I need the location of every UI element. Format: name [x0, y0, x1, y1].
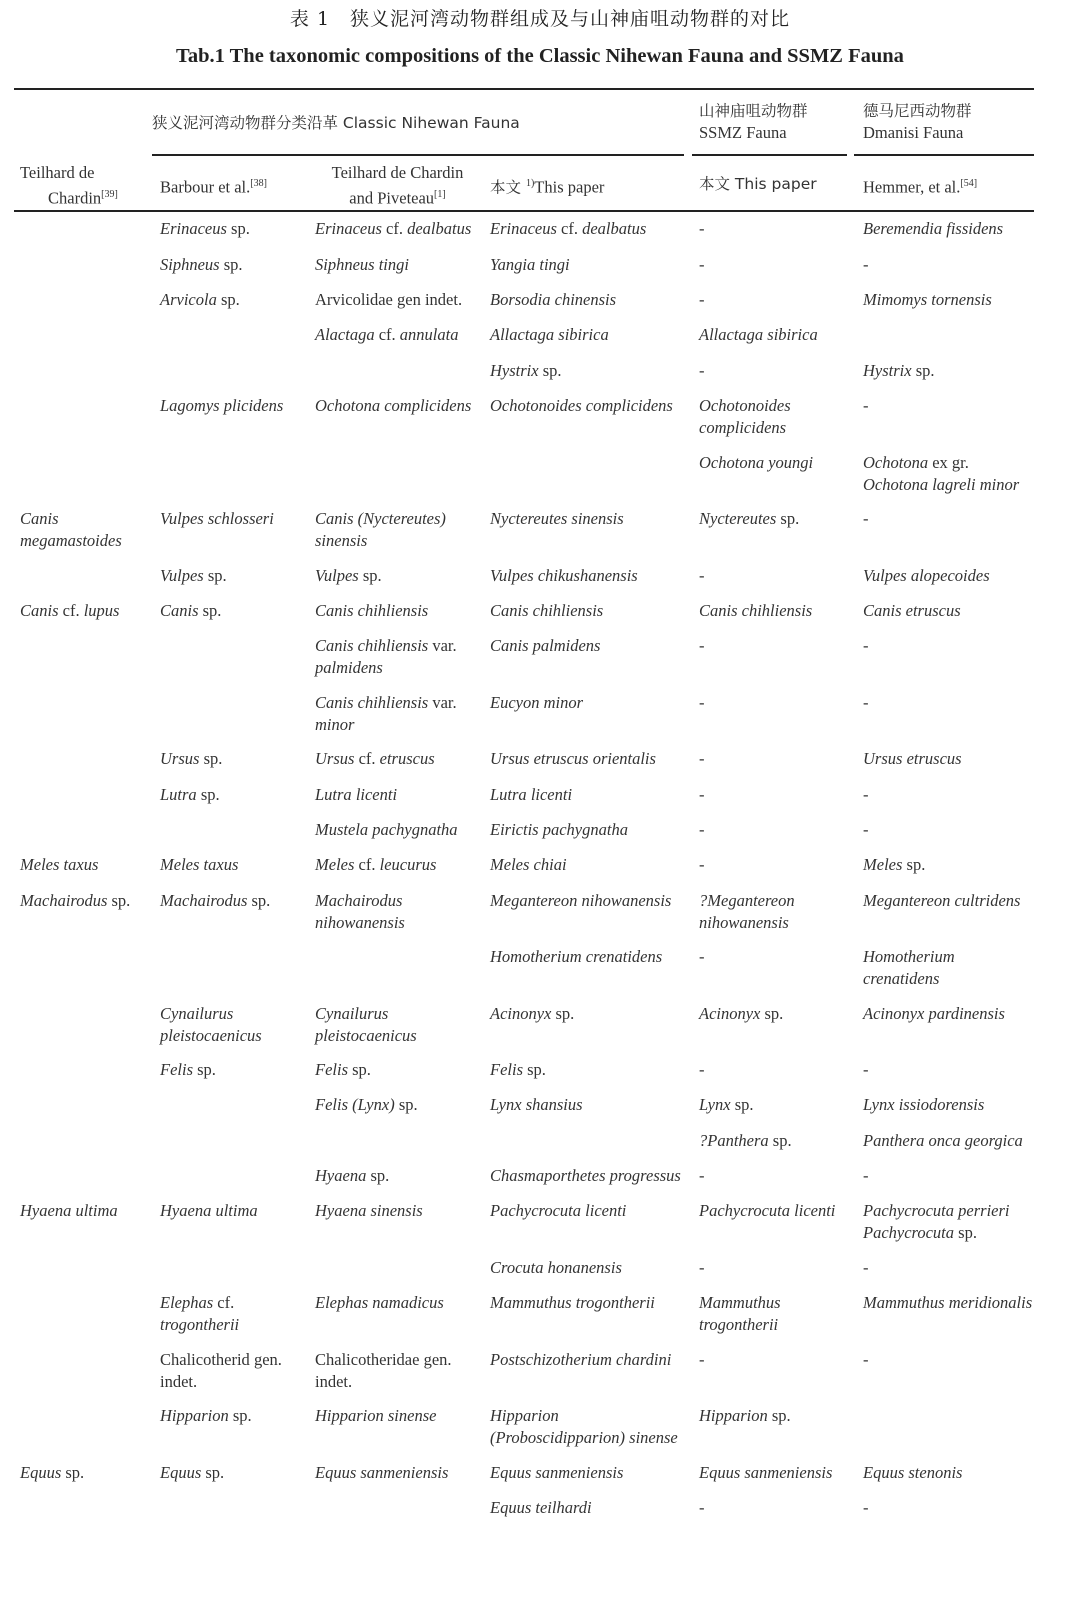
table-title-cn: 表 1 狭义泥河湾动物群组成及与山神庙咀动物群的对比 — [289, 8, 791, 30]
table-cell: - — [863, 1060, 869, 1079]
table-cell: Hyaena ultima — [20, 1201, 118, 1220]
table-cell: Canis palmidens — [490, 636, 601, 655]
group-header-ssmz-en: SSMZ Fauna — [699, 123, 787, 142]
table-cell: Chasmaporthetes progressus — [490, 1166, 681, 1185]
table-cell: ?Megantereon nihowanensis — [699, 891, 795, 932]
table-cell: Yangia tingi — [490, 255, 570, 274]
group-header-ssmz — [699, 100, 849, 144]
group-rule-ssmz — [692, 154, 847, 156]
table-cell: Megantereon cultridens — [863, 891, 1021, 910]
table-cell: - — [863, 785, 869, 804]
table-cell: Panthera onca georgica — [863, 1131, 1023, 1150]
table-cell: Vulpes sp. — [160, 566, 227, 585]
table-cell: - — [863, 396, 869, 415]
group-header-ssmz-cn: 山神庙咀动物群 — [699, 102, 808, 120]
table-cell: Lynx issiodorensis — [863, 1095, 985, 1114]
table-cell: - — [699, 290, 705, 309]
group-rule-nihewan — [152, 154, 684, 156]
col-header-this-paper — [490, 173, 685, 199]
table-cell: Vulpes schlosseri — [160, 509, 274, 528]
table-cell: Cynailurus pleistocaenicus — [315, 1004, 417, 1045]
col-header-this-paper-en: This paper — [534, 177, 605, 197]
table-cell: Meles taxus — [160, 855, 239, 874]
table-cell: Equus sanmeniensis — [490, 1463, 624, 1482]
table-cell: - — [863, 255, 869, 274]
table-cell: Mammuthus trogontherii — [699, 1293, 781, 1334]
col-header-hemmer-ref: [54] — [960, 178, 978, 189]
group-rule-dmanisi — [854, 154, 1034, 156]
col-header-this-paper-cn: 本文 — [490, 178, 526, 197]
table-cell: Ursus sp. — [160, 749, 223, 768]
table-cell: Felis sp. — [490, 1060, 546, 1079]
table-cell: Machairodus sp. — [160, 891, 271, 910]
group-header-dmanisi-cn: 德马尼西动物群 — [863, 102, 972, 120]
table-cell: Equus stenonis — [863, 1463, 963, 1482]
table-cell: Lynx sp. — [699, 1095, 754, 1114]
table-cell: - — [699, 820, 705, 839]
table-cell: - — [863, 1498, 869, 1517]
table-cell: Lagomys plicidens — [160, 396, 284, 415]
table-cell: Canis cf. lupus — [20, 601, 120, 620]
table-cell: Felis sp. — [315, 1060, 371, 1079]
table-cell: Lutra licenti — [315, 785, 398, 804]
table-cell: Equus sanmeniensis — [315, 1463, 449, 1482]
table-cell: Allactaga sibirica — [490, 325, 609, 344]
col-header-teilhard-piveteau-line1: Teilhard de Chardin — [331, 163, 464, 182]
top-rule — [14, 88, 1034, 90]
table-cell: - — [699, 361, 705, 380]
group-header-nihewan-text: 狭义泥河湾动物群分类沿革 Classic Nihewan Fauna — [152, 114, 520, 132]
col-header-barbour-ref: [38] — [250, 178, 267, 189]
table-cell: Ursus etruscus — [863, 749, 962, 768]
table-cell: - — [699, 785, 705, 804]
table-cell: Machairodus nihowanensis — [315, 891, 405, 932]
table-cell: Lutra sp. — [160, 785, 220, 804]
table-cell: - — [863, 1166, 869, 1185]
table-cell: Hyaena sp. — [315, 1166, 390, 1185]
table-cell: Homotherium crenatidens — [863, 947, 955, 988]
table-cell: Canis megamastoides — [20, 509, 122, 550]
table-cell: Ochotonoides complicidens — [699, 396, 791, 437]
table-cell: Canis chihliensis — [699, 601, 813, 620]
table-cell: Allactaga sibirica — [699, 325, 818, 344]
col-header-barbour — [160, 173, 310, 199]
table-cell: Hyaena sinensis — [315, 1201, 423, 1220]
table-cell: Mammuthus trogontherii — [490, 1293, 655, 1312]
table-cell: - — [699, 219, 705, 238]
table-cell: - — [863, 1258, 869, 1277]
col-header-teilhard-piveteau-line2: and Piveteau — [349, 188, 435, 208]
table-cell: Lynx shansius — [490, 1095, 583, 1114]
col-header-teilhard-line2: Chardin — [48, 188, 102, 208]
table-cell: Canis chihliensis var. palmidens — [315, 636, 457, 677]
table-cell: Ochotona ex gr. Ochotona lagreli minor — [863, 453, 1020, 494]
table-cell: Hipparion (Proboscidipparion) sinense — [490, 1406, 678, 1447]
table-cell: Erinaceus sp. — [160, 219, 250, 238]
table-cell: Ochotona youngi — [699, 453, 814, 472]
col-header-teilhard-line1: Teilhard de — [20, 163, 95, 182]
table-cell: Acinonyx sp. — [490, 1004, 575, 1023]
table-cell: - — [699, 1258, 705, 1277]
col-header-hemmer — [863, 173, 1033, 199]
table-cell: Homotherium crenatidens — [490, 947, 663, 966]
table-cell: Elephas cf. trogontherii — [160, 1293, 240, 1334]
table-cell: Chalicotheridae gen. indet. — [315, 1350, 452, 1391]
table-cell: Equus sp. — [160, 1463, 225, 1482]
table-cell: Hipparion sp. — [699, 1406, 791, 1425]
table-cell: Acinonyx pardinensis — [863, 1004, 1005, 1023]
table-cell: - — [863, 1350, 869, 1369]
table-cell: Felis (Lynx) sp. — [315, 1095, 418, 1114]
table-cell: Erinaceus cf. dealbatus — [490, 219, 647, 238]
col-header-hemmer-text: Hemmer, et al. — [863, 177, 961, 197]
table-cell: Megantereon nihowanensis — [490, 891, 672, 910]
table-cell: Hystrix sp. — [490, 361, 562, 380]
table-cell: Canis chihliensis — [315, 601, 429, 620]
table-cell: Chalicotherid gen. indet. — [160, 1350, 282, 1391]
table-cell: Ursus cf. etruscus — [315, 749, 435, 768]
header-rule — [14, 210, 1034, 212]
table-cell: Canis chihliensis — [490, 601, 604, 620]
table-cell: Vulpes sp. — [315, 566, 382, 585]
table-cell: Canis etruscus — [863, 601, 961, 620]
table-cell: Equus sanmeniensis — [699, 1463, 833, 1482]
group-header-nihewan — [152, 112, 672, 134]
table-cell: Canis chihliensis var. minor — [315, 693, 457, 734]
table-cell: - — [699, 693, 705, 712]
table-cell: Mustela pachygnatha — [315, 820, 458, 839]
table-cell: Nyctereutes sinensis — [490, 509, 624, 528]
table-cell: Elephas namadicus — [315, 1293, 444, 1312]
table-cell: Machairodus sp. — [20, 891, 131, 910]
table-cell: Arvicola sp. — [160, 290, 240, 309]
table-cell: Pachycrocuta perrieri Pachycrocuta sp. — [863, 1201, 1010, 1242]
table-cell: Erinaceus cf. dealbatus — [315, 219, 472, 238]
group-header-dmanisi-en: Dmanisi Fauna — [863, 123, 964, 142]
group-header-dmanisi — [863, 100, 1033, 144]
table-cell: - — [699, 947, 705, 966]
col-header-this-paper-sup: 1) — [525, 178, 535, 189]
table-cell: Siphneus sp. — [160, 255, 243, 274]
table-cell: Vulpes alopecoides — [863, 566, 990, 585]
table-title-en: Tab.1 The taxonomic compositions of the Classic Nihewan Fauna and SSMZ Fauna — [176, 45, 904, 67]
col-header-teilhard — [20, 162, 150, 210]
table-cell: Alactaga cf. annulata — [315, 325, 459, 344]
table-cell: - — [863, 509, 869, 528]
table-cell: - — [699, 1498, 705, 1517]
col-header-teilhard-ref: [39] — [101, 189, 118, 200]
table-cell: Equus teilhardi — [490, 1498, 592, 1517]
table-cell: Canis (Nyctereutes) sinensis — [315, 509, 446, 550]
table-cell: ?Panthera sp. — [699, 1131, 792, 1150]
table-cell: Felis sp. — [160, 1060, 216, 1079]
table-cell: Nyctereutes sp. — [699, 509, 800, 528]
table-cell: Pachycrocuta licenti — [490, 1201, 627, 1220]
table-cell: - — [699, 255, 705, 274]
table-cell: - — [863, 636, 869, 655]
table-cell: - — [699, 749, 705, 768]
table-cell: - — [699, 1166, 705, 1185]
table-cell: - — [863, 693, 869, 712]
table-cell: - — [699, 1350, 705, 1369]
col-header-teilhard-piveteau-ref: [1] — [434, 189, 446, 200]
table-cell: Equus sp. — [20, 1463, 85, 1482]
table-cell: Ochotona complicidens — [315, 396, 472, 415]
table-cell: - — [699, 855, 705, 874]
table-cell: Borsodia chinensis — [490, 290, 617, 309]
table-cell: Crocuta honanensis — [490, 1258, 622, 1277]
table-cell: Meles taxus — [20, 855, 99, 874]
table-cell: Hyaena ultima — [160, 1201, 258, 1220]
table-cell: Acinonyx sp. — [699, 1004, 784, 1023]
table-cell: Meles cf. leucurus — [315, 855, 437, 874]
table-cell: Canis sp. — [160, 601, 222, 620]
table-cell: Meles chiai — [490, 855, 567, 874]
table-cell: Mammuthus meridionalis — [863, 1293, 1033, 1312]
table-cell: Pachycrocuta licenti — [699, 1201, 836, 1220]
table-cell: Vulpes chikushanensis — [490, 566, 638, 585]
table-cell: Arvicolidae gen indet. — [315, 290, 463, 309]
table-cell: Eirictis pachygnatha — [490, 820, 628, 839]
table-cell: Hipparion sp. — [160, 1406, 252, 1425]
col-header-barbour-text: Barbour et al. — [160, 177, 251, 197]
table-cell: Lutra licenti — [490, 785, 573, 804]
table-cell: - — [699, 636, 705, 655]
col-header-ssmz-this-paper — [699, 173, 849, 195]
table-cell: - — [863, 820, 869, 839]
table-cell: Cynailurus pleistocaenicus — [160, 1004, 262, 1045]
table-cell: Ochotonoides complicidens — [490, 396, 673, 415]
table-cell: Hystrix sp. — [863, 361, 935, 380]
col-header-ssmz-this-paper-text: 本文 This paper — [699, 175, 817, 193]
table-cell: Beremendia fissidens — [863, 219, 1004, 238]
col-header-teilhard-piveteau — [315, 162, 480, 210]
table-cell: Ursus etruscus orientalis — [490, 749, 656, 768]
table-cell: Siphneus tingi — [315, 255, 409, 274]
table-cell: Postschizotherium chardini — [490, 1350, 672, 1369]
table-cell: Mimomys tornensis — [863, 290, 992, 309]
table-cell: - — [699, 1060, 705, 1079]
table-cell: - — [699, 566, 705, 585]
table-cell: Hipparion sinense — [315, 1406, 437, 1425]
table-cell: Meles sp. — [863, 855, 926, 874]
table-cell: Eucyon minor — [490, 693, 584, 712]
